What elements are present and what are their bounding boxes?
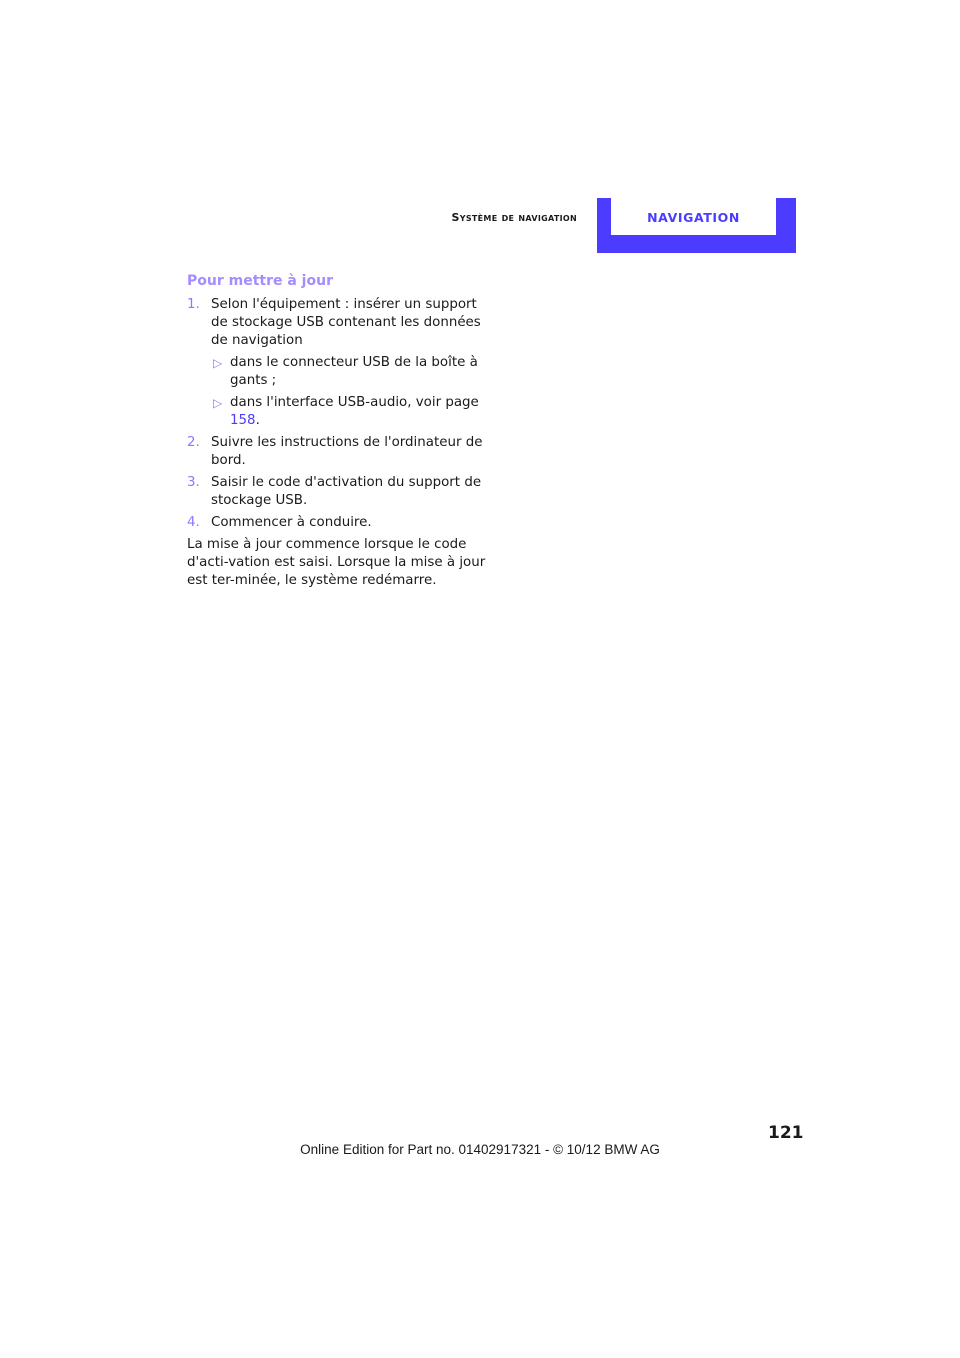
body-paragraph: La mise à jour commence lorsque le code d'acti-vation est saisi. Lorsque la mise à jour est ter-minée, le système redémarre. <box>187 537 486 588</box>
arrow-bullet-icon: ▷ <box>213 396 223 410</box>
sub-item-text: dans l'interface USB-audio, voir page <box>230 395 479 410</box>
sub-item-text-end: . <box>255 413 260 428</box>
steps-list <box>187 296 497 532</box>
sub-item <box>211 394 497 430</box>
page-number: 121 <box>768 1123 804 1143</box>
section-title: Système de navigation <box>451 211 577 224</box>
step-number: 3. <box>187 475 200 490</box>
step-item <box>187 434 497 470</box>
step-text: Commencer à conduire. <box>211 515 372 530</box>
main-content <box>187 272 497 590</box>
step-number: 1. <box>187 297 200 312</box>
step-number: 2. <box>187 435 200 450</box>
step-item <box>187 474 497 510</box>
step-number: 4. <box>187 515 200 530</box>
step-item <box>187 296 497 430</box>
page-link[interactable]: 158 <box>230 413 256 428</box>
sub-list <box>211 354 497 430</box>
sub-item-text: dans le connecteur USB de la boîte à gants ; <box>230 355 478 388</box>
chapter-tab <box>597 198 796 253</box>
chapter-tab-inner <box>611 198 776 235</box>
chapter-tab-label: NAVIGATION <box>647 210 740 225</box>
step-item <box>187 514 497 532</box>
step-text: Selon l'équipement : insérer un support de stockage USB contenant les données de navigation <box>211 297 481 348</box>
section-heading: Pour mettre à jour <box>187 273 333 289</box>
footer-edition: Online Edition for Part no. 01402917321 - © 10/12 BMW AG <box>300 1142 660 1157</box>
arrow-bullet-icon: ▷ <box>213 356 223 370</box>
step-text: Saisir le code d'activation du support de stockage USB. <box>211 475 482 508</box>
sub-item <box>211 354 497 390</box>
step-text: Suivre les instructions de l'ordinateur de bord. <box>211 435 483 468</box>
